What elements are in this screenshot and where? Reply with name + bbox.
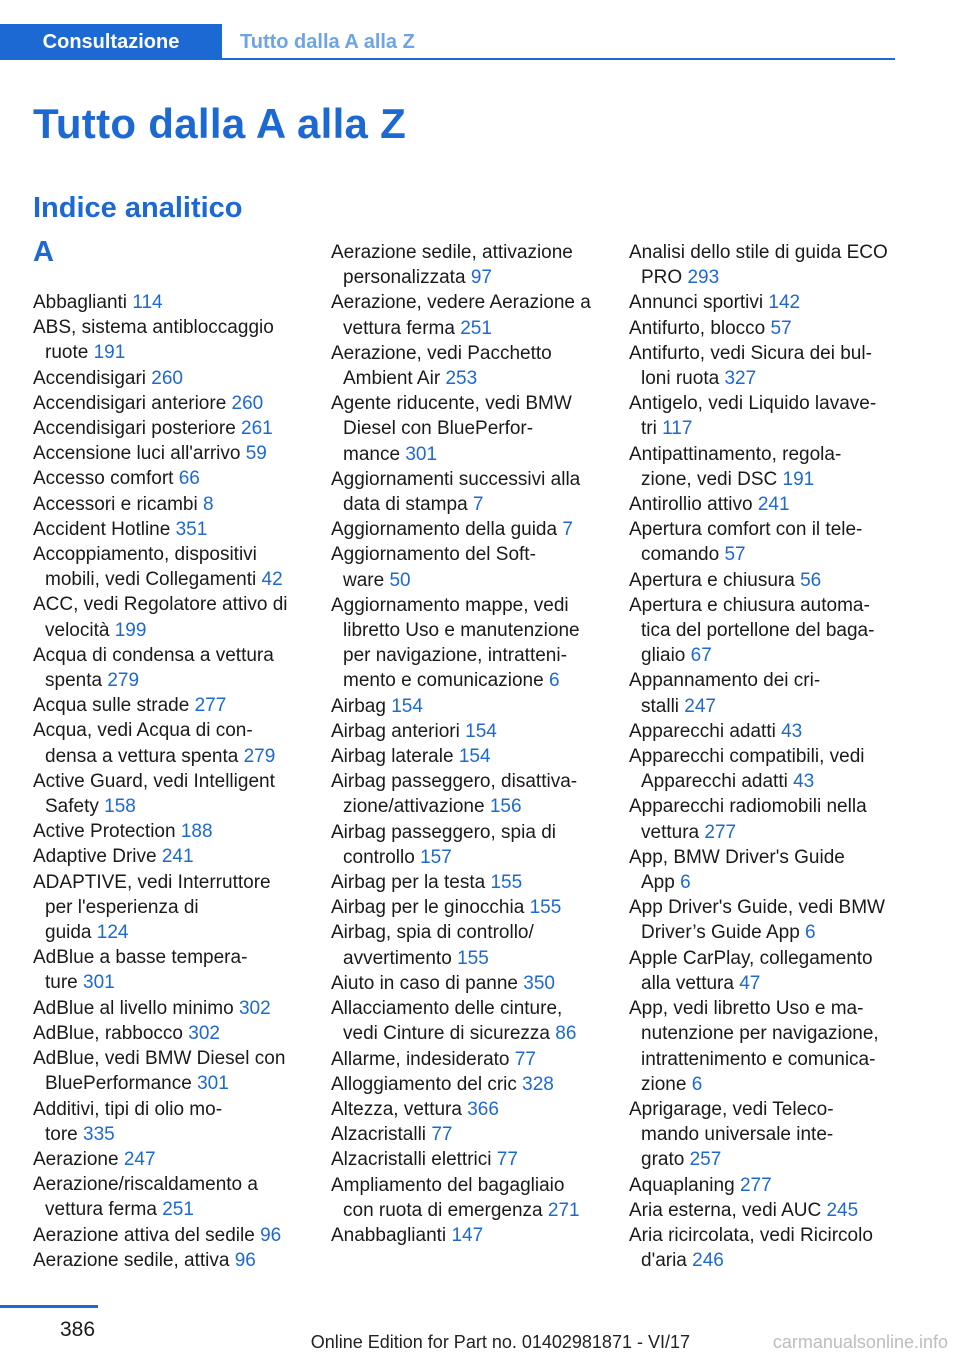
index-term: Aerazione bbox=[33, 1148, 119, 1170]
index-term: Abbaglianti bbox=[33, 292, 128, 313]
page-link[interactable]: 59 bbox=[245, 443, 267, 465]
index-term: Active Protection bbox=[33, 821, 176, 843]
index-entry bbox=[629, 895, 897, 945]
index-entry bbox=[331, 391, 599, 467]
index-term: Aprigarage, vedi Teleco- mando universale inte- grato bbox=[629, 1098, 834, 1171]
index-term: Active Guard, vedi Intelligent Safety bbox=[33, 770, 275, 818]
index-term: Apparecchi radiomobili nella vettura bbox=[629, 796, 867, 843]
index-term: Aerazione attiva del sedile bbox=[33, 1224, 255, 1246]
index-term: AdBlue a basse tempera- ture bbox=[33, 947, 248, 994]
index-entry bbox=[629, 1198, 897, 1223]
index-term: Accendisigari posteriore bbox=[33, 418, 236, 440]
page-link[interactable]: 43 bbox=[781, 720, 803, 742]
section-title: Indice analitico bbox=[33, 192, 243, 224]
page-link[interactable]: 247 bbox=[684, 695, 716, 717]
index-term: Accesso comfort bbox=[33, 468, 174, 490]
page-link[interactable]: 277 bbox=[704, 821, 737, 843]
index-entry bbox=[33, 1097, 301, 1147]
page-link[interactable]: 188 bbox=[180, 821, 213, 843]
index-term: Aggiornamento del Soft- ware bbox=[331, 544, 536, 591]
index-term: Aerazione, vedere Aerazione a vettura ferma bbox=[331, 292, 591, 339]
page-link[interactable]: 124 bbox=[96, 922, 129, 944]
page-link[interactable]: 301 bbox=[83, 972, 115, 994]
page-link[interactable]: 251 bbox=[162, 1199, 194, 1221]
index-term: Airbag per la testa bbox=[331, 872, 486, 894]
index-term: App, BMW Driver's Guide App bbox=[629, 846, 845, 894]
page-link[interactable]: 77 bbox=[496, 1149, 518, 1171]
index-entry bbox=[33, 1223, 301, 1248]
index-entry bbox=[331, 895, 599, 920]
index-entry bbox=[33, 945, 301, 995]
index-entry bbox=[33, 441, 301, 466]
index-term: ADAPTIVE, vedi Interruttore per l'esperienza di guida bbox=[33, 871, 271, 944]
index-term: Aquaplaning bbox=[629, 1174, 735, 1196]
index-entry bbox=[33, 416, 301, 441]
page-link[interactable]: 257 bbox=[689, 1149, 722, 1171]
index-entry bbox=[331, 1097, 599, 1122]
index-term: AdBlue al livello minimo bbox=[33, 997, 234, 1019]
index-entry bbox=[331, 1223, 599, 1248]
page-link[interactable]: 142 bbox=[768, 292, 801, 314]
index-entry bbox=[331, 971, 599, 996]
page-link[interactable]: 42 bbox=[261, 569, 283, 591]
page-link[interactable]: 327 bbox=[724, 368, 757, 390]
index-entry bbox=[33, 391, 301, 416]
index-term: Agente riducente, vedi BMW Diesel con BluePerfor- mance bbox=[331, 393, 572, 465]
index-entry bbox=[33, 819, 301, 844]
index-entry bbox=[331, 719, 599, 744]
page-link[interactable]: 7 bbox=[472, 494, 484, 516]
index-term: Apparecchi compatibili, vedi Apparecchi adatti bbox=[629, 746, 865, 793]
watermark: carmanualsonline.info bbox=[772, 1332, 948, 1352]
index-term: Antirollio attivo bbox=[629, 494, 753, 516]
index-term: App Driver's Guide, vedi BMW Driver’s Guide App bbox=[629, 897, 885, 944]
index-entry bbox=[629, 517, 897, 567]
index-term: Acqua, vedi Acqua di con- densa a vettura spenta bbox=[33, 720, 253, 767]
index-entry bbox=[629, 568, 897, 593]
index-term: Apertura comfort con il tele- comando bbox=[629, 519, 863, 566]
index-entry bbox=[33, 769, 301, 819]
page-link[interactable]: 335 bbox=[83, 1123, 115, 1145]
tab-consultazione[interactable]: Consultazione bbox=[0, 24, 222, 60]
index-term: Accessori e ricambi bbox=[33, 493, 198, 515]
index-term: Airbag per le ginocchia bbox=[331, 897, 525, 919]
index-entry bbox=[629, 316, 897, 341]
index-term: Allarme, indesiderato bbox=[331, 1048, 510, 1070]
index-term: Apertura e chiusura bbox=[629, 569, 795, 591]
index-term: Apple CarPlay, collegamento alla vettura bbox=[629, 947, 873, 994]
page-link[interactable]: 191 bbox=[782, 468, 815, 490]
index-column-3 bbox=[629, 240, 897, 1273]
letter-heading: A bbox=[33, 236, 54, 268]
page-link[interactable]: 245 bbox=[826, 1199, 859, 1221]
index-entry bbox=[33, 1172, 301, 1222]
page-link[interactable]: 260 bbox=[231, 392, 264, 414]
index-entry bbox=[33, 466, 301, 491]
index-term: Accident Hotline bbox=[33, 518, 171, 540]
page-link[interactable]: 6 bbox=[680, 872, 691, 894]
page-link[interactable]: 279 bbox=[243, 745, 276, 767]
index-term: Adaptive Drive bbox=[33, 846, 157, 868]
page-link[interactable]: 6 bbox=[691, 1073, 703, 1095]
index-entry bbox=[33, 1147, 301, 1172]
index-term: Altezza, vettura bbox=[331, 1098, 462, 1120]
index-entry bbox=[629, 719, 897, 744]
index-term: Acqua di condensa a vettura spenta bbox=[33, 644, 274, 692]
page-link[interactable]: 277 bbox=[194, 695, 227, 717]
index-entry bbox=[33, 1046, 301, 1096]
index-column-2 bbox=[331, 240, 599, 1248]
index-term: Aggiornamento della guida bbox=[331, 519, 558, 541]
index-term: Aerazione sedile, attivazione personalizzata bbox=[331, 242, 573, 289]
page-link[interactable]: 66 bbox=[178, 468, 200, 490]
page-link[interactable]: 199 bbox=[114, 619, 147, 641]
page-link[interactable]: 147 bbox=[451, 1224, 484, 1246]
page-link[interactable]: 56 bbox=[800, 569, 822, 591]
index-term: Accoppiamento, dispositivi mobili, vedi Collegamenti bbox=[33, 544, 257, 591]
index-entry bbox=[629, 240, 897, 290]
index-entry bbox=[33, 290, 301, 315]
edition-note: Online Edition for Part no. 01402981871 - VI/17 bbox=[310, 1332, 690, 1352]
index-term: Additivi, tipi di olio mo- tore bbox=[33, 1098, 223, 1145]
page-link[interactable]: 260 bbox=[151, 367, 183, 389]
index-term: Aggiornamento mappe, vedi libretto Uso e manutenzione per navigazione, intratteni- mento e comunicazione bbox=[331, 594, 580, 692]
page-link[interactable]: 8 bbox=[203, 493, 214, 515]
index-entry bbox=[331, 1072, 599, 1097]
index-term: Airbag passeggero, spia di controllo bbox=[331, 821, 556, 868]
index-term: Allacciamento delle cinture, vedi Cinture di sicurezza bbox=[331, 998, 563, 1045]
index-entry bbox=[33, 592, 301, 642]
index-term: Accensione luci all'arrivo bbox=[33, 443, 241, 465]
header-bar bbox=[0, 24, 895, 60]
page-link[interactable]: 7 bbox=[562, 519, 573, 541]
page-link[interactable]: 366 bbox=[467, 1098, 499, 1120]
index-term: Airbag, spia di controllo/ avvertimento bbox=[331, 922, 534, 969]
tab-tutto-dalla-a-alla-z[interactable]: Tutto dalla A alla Z bbox=[240, 30, 415, 53]
page-link[interactable]: 246 bbox=[692, 1250, 724, 1272]
page-number: 386 bbox=[60, 1318, 96, 1341]
index-term: Alzacristalli bbox=[331, 1124, 427, 1146]
index-term: Airbag passeggero, disattiva- zione/attivazione bbox=[331, 771, 578, 818]
index-entry bbox=[331, 1047, 599, 1072]
index-term: Antipattinamento, regola- zione, vedi DSC bbox=[629, 443, 842, 490]
index-entry bbox=[33, 643, 301, 693]
index-entry bbox=[331, 517, 599, 542]
page-link[interactable]: 155 bbox=[529, 897, 562, 919]
index-term: AdBlue, vedi BMW Diesel con BluePerformance bbox=[33, 1048, 286, 1095]
index-entry bbox=[629, 1173, 897, 1198]
page-link[interactable]: 154 bbox=[458, 746, 491, 768]
index-entry bbox=[331, 1147, 599, 1172]
page-link[interactable]: 261 bbox=[241, 418, 273, 440]
index-entry bbox=[331, 467, 599, 517]
page-link[interactable]: 96 bbox=[260, 1224, 282, 1246]
index-term: ABS, sistema antibloccaggio ruote bbox=[33, 317, 274, 364]
index-term: Acqua sulle strade bbox=[33, 695, 190, 717]
page-link[interactable]: 191 bbox=[93, 342, 126, 364]
index-entry bbox=[33, 542, 301, 592]
index-entry bbox=[331, 1173, 599, 1223]
index-entry bbox=[629, 794, 897, 844]
index-term: Antifurto, vedi Sicura dei bul- loni ruota bbox=[629, 342, 872, 390]
page-link[interactable]: 154 bbox=[391, 695, 423, 717]
index-entry bbox=[629, 593, 897, 669]
index-entry bbox=[331, 1122, 599, 1147]
index-term: ACC, vedi Regolatore attivo di velocità bbox=[33, 594, 288, 641]
index-entry bbox=[33, 492, 301, 517]
page-link[interactable]: 154 bbox=[465, 720, 497, 742]
page-link[interactable]: 57 bbox=[770, 317, 792, 339]
page-link[interactable]: 155 bbox=[490, 872, 523, 894]
page-link[interactable]: 271 bbox=[547, 1199, 580, 1221]
index-term: Antifurto, blocco bbox=[629, 317, 766, 339]
index-entry bbox=[331, 920, 599, 970]
index-term: Aggiornamenti successivi alla data di stampa bbox=[331, 468, 581, 516]
page-link[interactable]: 241 bbox=[757, 494, 790, 516]
index-entry bbox=[33, 1021, 301, 1046]
page-link[interactable]: 301 bbox=[197, 1073, 229, 1095]
index-term: Alloggiamento del cric bbox=[331, 1073, 517, 1095]
index-term: Aerazione sedile, attiva bbox=[33, 1249, 230, 1271]
index-entry bbox=[629, 442, 897, 492]
page-link[interactable]: 77 bbox=[431, 1124, 453, 1146]
index-entry bbox=[33, 844, 301, 869]
index-term: Aria esterna, vedi AUC bbox=[629, 1199, 822, 1221]
index-entry bbox=[629, 492, 897, 517]
index-entry bbox=[33, 517, 301, 542]
index-entry bbox=[629, 744, 897, 794]
index-entry bbox=[629, 391, 897, 441]
header-divider bbox=[222, 58, 895, 60]
page-link[interactable]: 97 bbox=[470, 267, 492, 289]
page-link[interactable]: 253 bbox=[445, 368, 478, 390]
index-term: Annunci sportivi bbox=[629, 292, 764, 314]
index-term: Airbag bbox=[331, 695, 386, 717]
page-link[interactable]: 86 bbox=[555, 1023, 577, 1045]
index-column-1 bbox=[33, 290, 301, 1273]
index-term: Airbag laterale bbox=[331, 746, 454, 768]
index-term: Alzacristalli elettrici bbox=[331, 1149, 492, 1171]
page-link[interactable]: 114 bbox=[132, 292, 163, 313]
page-link[interactable]: 158 bbox=[104, 796, 136, 818]
page-link[interactable]: 57 bbox=[724, 544, 746, 566]
index-term: Analisi dello stile di guida ECO PRO bbox=[629, 242, 888, 289]
page-link[interactable]: 301 bbox=[405, 443, 438, 465]
page-link[interactable]: 241 bbox=[161, 846, 194, 868]
page-link[interactable]: 47 bbox=[739, 972, 761, 994]
index-entry bbox=[331, 240, 599, 290]
index-entry bbox=[33, 693, 301, 718]
index-term: Airbag anteriori bbox=[331, 720, 460, 742]
page-link[interactable]: 43 bbox=[793, 771, 815, 793]
index-entry bbox=[33, 870, 301, 946]
index-term: Aerazione/riscaldamento a vettura ferma bbox=[33, 1174, 258, 1221]
index-entry bbox=[331, 290, 599, 340]
page-link[interactable]: 351 bbox=[175, 518, 208, 540]
index-term: Aria ricircolata, vedi Ricircolo d'aria bbox=[629, 1224, 873, 1272]
index-entry bbox=[629, 996, 897, 1097]
index-term: Accendisigari bbox=[33, 367, 146, 389]
index-term: App, vedi libretto Uso e ma- nutenzione per navigazione, intrattenimento e comunica- zione bbox=[629, 998, 879, 1095]
index-entry bbox=[331, 870, 599, 895]
index-entry bbox=[331, 542, 599, 592]
index-term: Anabbaglianti bbox=[331, 1224, 447, 1246]
index-entry bbox=[629, 1223, 897, 1273]
page-link[interactable]: 77 bbox=[514, 1048, 536, 1070]
page-link[interactable]: 6 bbox=[548, 670, 560, 692]
index-term: Aiuto in caso di panne bbox=[331, 972, 518, 994]
index-entry bbox=[331, 694, 599, 719]
index-entry bbox=[629, 290, 897, 315]
page-link[interactable]: 279 bbox=[107, 670, 140, 692]
index-entry bbox=[33, 315, 301, 365]
footer-divider bbox=[0, 1305, 98, 1308]
page-link[interactable]: 96 bbox=[234, 1249, 256, 1271]
index-entry bbox=[33, 1248, 301, 1273]
index-entry bbox=[629, 668, 897, 718]
index-term: Ampliamento del bagagliaio con ruota di emergenza bbox=[331, 1174, 565, 1221]
page-link[interactable]: 157 bbox=[420, 846, 452, 868]
index-term: Aerazione, vedi Pacchetto Ambient Air bbox=[331, 342, 552, 390]
page-link[interactable]: 117 bbox=[662, 418, 693, 440]
index-entry bbox=[331, 593, 599, 694]
index-entry bbox=[629, 845, 897, 895]
index-entry bbox=[331, 996, 599, 1046]
page-title: Tutto dalla A alla Z bbox=[33, 100, 407, 147]
index-term: Apertura e chiusura automa- tica del portellone del baga- gliaio bbox=[629, 594, 875, 667]
index-entry bbox=[33, 366, 301, 391]
page-link[interactable]: 277 bbox=[739, 1174, 772, 1196]
index-entry bbox=[629, 341, 897, 391]
index-term: Accendisigari anteriore bbox=[33, 392, 227, 414]
index-entry bbox=[33, 718, 301, 768]
page-link[interactable]: 328 bbox=[522, 1073, 554, 1095]
index-entry bbox=[331, 341, 599, 391]
page-link[interactable]: 6 bbox=[805, 922, 816, 944]
page-link[interactable]: 302 bbox=[238, 997, 271, 1019]
index-term: AdBlue, rabbocco bbox=[33, 1022, 183, 1044]
page-link[interactable]: 50 bbox=[389, 569, 411, 591]
page-link[interactable]: 302 bbox=[188, 1022, 220, 1044]
page-link[interactable]: 293 bbox=[687, 267, 720, 289]
index-entry bbox=[629, 1097, 897, 1173]
index-entry bbox=[629, 946, 897, 996]
page-link[interactable]: 350 bbox=[523, 972, 555, 994]
index-term: Apparecchi adatti bbox=[629, 720, 776, 742]
index-entry bbox=[331, 820, 599, 870]
page-link[interactable]: 156 bbox=[489, 796, 522, 818]
index-entry bbox=[33, 996, 301, 1021]
page-link[interactable]: 251 bbox=[460, 317, 492, 339]
page-link[interactable]: 247 bbox=[123, 1148, 156, 1170]
index-term: Appannamento dei cri- stalli bbox=[629, 670, 821, 717]
index-term: Antigelo, vedi Liquido lavave- tri bbox=[629, 393, 877, 440]
index-entry bbox=[331, 744, 599, 769]
page-link[interactable]: 67 bbox=[690, 645, 712, 667]
page-link[interactable]: 155 bbox=[457, 947, 489, 969]
index-entry bbox=[331, 769, 599, 819]
